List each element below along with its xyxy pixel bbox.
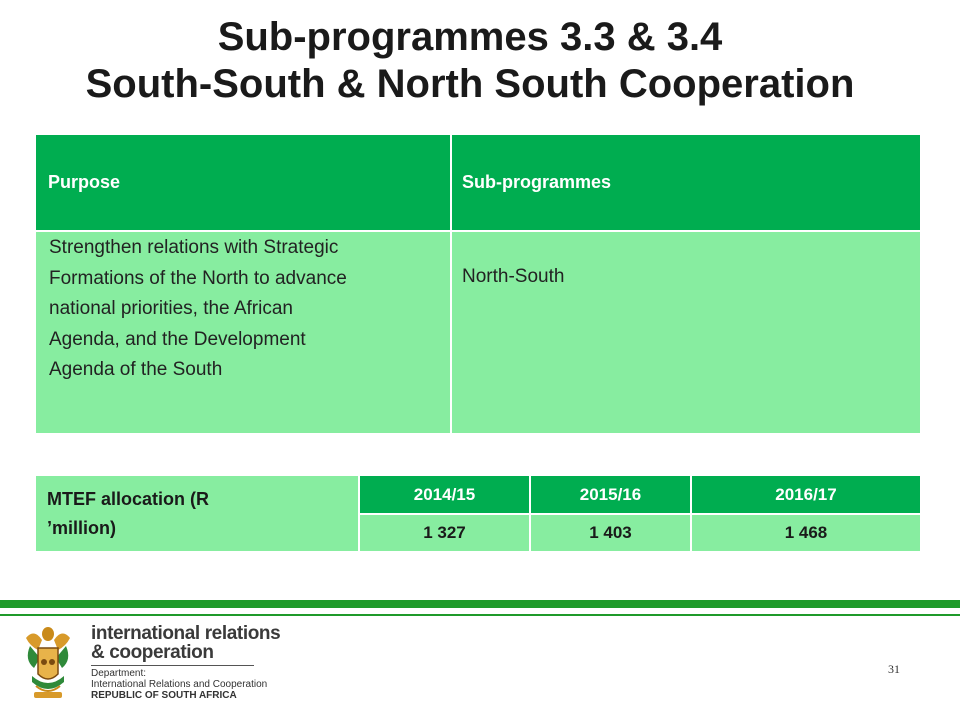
purpose-cell bbox=[35, 231, 451, 434]
allocation-value: 1 327 bbox=[359, 514, 530, 552]
mtef-year-row bbox=[35, 475, 921, 514]
purpose-line: Formations of the North to advance bbox=[49, 267, 347, 289]
footer-green-bar bbox=[0, 600, 960, 608]
purpose-line: Agenda, and the Development bbox=[49, 328, 306, 350]
mtef-label-line: MTEF allocation (R bbox=[47, 488, 209, 509]
purpose-table bbox=[34, 133, 922, 435]
logo-divider bbox=[91, 665, 254, 666]
page-number: 31 bbox=[888, 662, 900, 676]
allocation-value: 1 403 bbox=[530, 514, 691, 552]
logo-line-2: & cooperation bbox=[91, 642, 214, 663]
title-line-1: Sub-programmes 3.3 & 3.4 bbox=[217, 15, 723, 59]
dept-label: Department: bbox=[91, 668, 147, 679]
allocation-value: 1 468 bbox=[691, 514, 921, 552]
purpose-header: Purpose bbox=[35, 134, 451, 231]
year-header: 2016/17 bbox=[691, 475, 921, 514]
title-line-2: South-South & North South Cooperation bbox=[85, 62, 855, 106]
coat-of-arms-icon bbox=[20, 624, 76, 702]
mtef-label bbox=[35, 475, 359, 552]
footer-green-line bbox=[0, 614, 960, 616]
purpose-line: Strengthen relations with Strategic bbox=[49, 237, 339, 258]
sub-programmes-header: Sub-programmes bbox=[451, 134, 921, 231]
sub-programme-cell: North-South bbox=[451, 231, 921, 434]
dirco-logo bbox=[91, 623, 281, 701]
country-name: REPUBLIC OF SOUTH AFRICA bbox=[91, 690, 237, 701]
purpose-line: national priorities, the African bbox=[49, 298, 293, 319]
logo-line-1: international relations bbox=[91, 623, 281, 644]
mtef-table bbox=[34, 474, 922, 553]
year-header: 2014/15 bbox=[359, 475, 530, 514]
purpose-table-header-row bbox=[35, 134, 921, 231]
purpose-table-row bbox=[35, 231, 921, 434]
dept-name: International Relations and Cooperation bbox=[91, 679, 268, 690]
mtef-label-line: ’million) bbox=[47, 517, 116, 538]
slide-title bbox=[0, 14, 940, 108]
purpose-line: Agenda of the South bbox=[49, 359, 223, 380]
year-header: 2015/16 bbox=[530, 475, 691, 514]
